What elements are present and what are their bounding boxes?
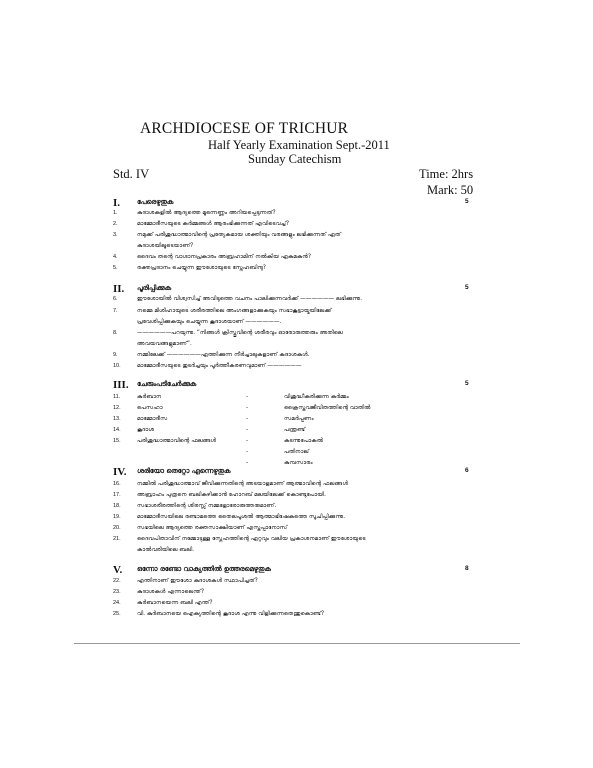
exam-name: Half Yearly Examination Sept.-2011 [208, 138, 390, 152]
question-text: ദൈവപിതാവിന് നമ്മോടുള്ള സ്നേഹത്തിന്റെ ഏറ്റവും വലിയ പ്രകാശനമാണ് ഈശോയുടെ [137, 536, 366, 542]
question-text: മാമ്മോദീസയുടെ തുടർച്ചയും പൂർത്തീകരണവുമാണ് —————— [137, 363, 302, 369]
question-text: ——————പറയുന്നു. “നിങ്ങൾ ക്രിസ്തുവിന്റെ ശരീരവും ഓരോരുത്തരും അതിലെ [137, 330, 343, 336]
mark-label: Mark: 50 [427, 183, 474, 197]
match-dash: - [246, 416, 249, 422]
match-left: മാമ്മോദീസ [137, 416, 168, 422]
question-number: 15. [113, 438, 121, 444]
match-right: സമർപ്പണം [284, 416, 314, 422]
question-number: 17. [113, 492, 121, 498]
question-number: 3. [113, 232, 118, 238]
question-number: 19. [113, 514, 121, 520]
question-number: 7. [113, 308, 118, 314]
question-number: 6. [113, 296, 118, 302]
question-text: കുദാശകളിൽ ആദ്യത്തെ മൂന്നെണ്ണം അറിയപ്പെടുന്നത്? [137, 210, 276, 216]
question-number: 2. [113, 221, 118, 227]
question-text: കുദാശകൾ എന്നാലെന്ത്? [137, 589, 204, 595]
match-dash: - [246, 438, 249, 444]
section-marks: 5 [465, 284, 469, 291]
question-number: 10. [113, 363, 121, 369]
question-number: 8. [113, 330, 118, 336]
question-number: 1. [113, 210, 118, 216]
match-dash: - [246, 405, 249, 411]
section-number: III. [113, 379, 129, 391]
section-title: പേരെഴുതുക [137, 198, 174, 206]
question-number: 25. [113, 611, 121, 617]
question-number: 11. [113, 394, 121, 400]
section-marks: 8 [465, 565, 469, 572]
question-text: നമ്മെ മിശിഹായുടെ ശരീരത്തിലെ അംഗങ്ങളാക്കുകയും സഭാകൂട്ടായ്മയിലേക്ക് [137, 308, 332, 314]
section-title: പൂരിപ്പിക്കുക [137, 284, 171, 292]
match-left: പരിശുദ്ധാത്മാവിന്റെ ഫലങ്ങൾ [137, 438, 217, 444]
section-marks: 6 [465, 467, 469, 474]
subject-name: Sunday Catechism [248, 152, 342, 166]
match-dash: - [246, 394, 249, 400]
question-text: അബ്രാഹം പുത്രനെ ബലികഴിക്കാൻ ഹോറബ് മലയിലേക്ക് കൊണ്ടുപോയി. [137, 492, 326, 498]
match-dash: - [246, 460, 249, 466]
match-right: ക്രൈസ്തവജീവിതത്തിന്റെ വാതിൽ [284, 405, 371, 411]
question-number: 18. [113, 503, 121, 509]
question-number: 12. [113, 405, 121, 411]
paper-title: ARCHDIOCESE OF TRICHUR [140, 120, 349, 137]
question-text-continued: പ്രവേശിപ്പിക്കുകയും ചെയ്യുന്ന കൂദാശയാണ് ——————. [137, 319, 282, 325]
match-right: പതിനാല് [284, 449, 309, 455]
section-title: ഒന്നോ രണ്ടോ വാക്യത്തിൽ ഉത്തരമെഴുതുക [137, 565, 271, 573]
match-left: കൂദാശ [137, 427, 155, 433]
question-number: 20. [113, 525, 121, 531]
question-text: ഈശോയിൽ വിശ്വസിച്ച് അവിടുത്തെ വചനം പാലിക്കുന്നവർക്ക് —————— ലഭിക്കുന്നു. [137, 296, 363, 302]
match-right: വിശുദ്ധീകരിക്കുന്ന കർമ്മം [284, 394, 349, 400]
section-marks: 5 [465, 198, 469, 205]
match-right: പന്ത്രണ്ട് [284, 427, 306, 433]
question-text: മാമ്മോദീസയിലെ രണ്ടാമത്തെ തൈലപൂശൽ ആത്മാഭിഷേകത്തെ സൂചിപ്പിക്കുന്നു. [137, 514, 346, 520]
question-number: 14. [113, 427, 121, 433]
question-number: 9. [113, 352, 118, 358]
match-left: പെസഹാ [137, 405, 163, 411]
question-number: 5. [113, 265, 118, 271]
question-text: വി. കുർബാനയെ ഐക്യത്തിന്റെ കൂദാശ എന്നു വിളിക്കുന്നതെന്തുകൊണ്ട്? [137, 611, 325, 617]
question-text-continued: കാൽവരിയിലെ ബലി. [137, 547, 195, 553]
question-number: 24. [113, 600, 121, 606]
question-text: നമ്മിലേക്ക് ——————ഏത്തിക്കുന്ന നീർച്ചാലുകളാണ് കുദാശകൾ. [137, 352, 310, 358]
section-number: IV. [113, 466, 127, 478]
section-title: ശരിയോ തെറ്റോ എന്നെഴുതുക [137, 467, 231, 475]
match-right: കുമ്പസാരം [284, 460, 313, 466]
match-dash: - [246, 427, 249, 433]
question-text: എന്തിനാണ് ഈശോ കുദാശകൾ സ്ഥാപിച്ചത്? [137, 578, 258, 584]
match-right: കടന്നുപോകൽ [284, 438, 324, 444]
match-left: കുർബാന [137, 394, 162, 400]
question-text: ദൈവം തന്റെ വാഗ്ദാനപ്രകാരം അബ്രഹാമിന് നൽകിയ ഏകമകൻ? [137, 254, 311, 260]
question-text: സഭാശരീരത്തിന്റെ ശിരസ്സ് നമ്മളോരോരുത്തരുമാണ്. [137, 503, 277, 509]
question-number: 13. [113, 416, 121, 422]
question-text: നമുക്ക് പരിശുദ്ധാത്മാവിന്റെ പ്രത്യേകമായ ശക്തിയും വരങ്ങളും ലഭിക്കുന്നത് ഏത് [137, 232, 341, 238]
question-text-continued: കുദാശയിലൂടെയാണ്? [137, 243, 194, 249]
question-text: സഭയിലെ ആദ്യത്തെ രക്തസാക്ഷിയാണ് എസ്തപ്പാനോസ് [137, 525, 288, 531]
section-title: ചേരുംപടിചേർക്കുക [137, 380, 197, 388]
question-text: രക്തപ്രദാനം ചെയ്യുന്ന ഈശോയുടെ സ്നേഹബിന്ദു? [137, 265, 266, 271]
question-text: മാമ്മോദീസയുടെ കർമ്മങ്ങൾ ആരംഭിക്കുന്നത് എവിടെവച്ച്? [137, 221, 289, 227]
question-number: 4. [113, 254, 118, 260]
question-number: 22. [113, 578, 121, 584]
question-number: 16. [113, 481, 121, 487]
question-number: 23. [113, 589, 121, 595]
time-label: Time: 2hrs [419, 167, 474, 181]
standard-label: Std. IV [113, 167, 150, 181]
question-text: നമ്മിൽ പരിശുദ്ധാത്മാവ് ജീവിക്കുന്നതിന്റെ അടയാളമാണ് ആത്മാവിന്റെ ഫലങ്ങൾ [137, 481, 349, 487]
question-text-continued: അവയവങ്ങളുമാണ്”. [137, 341, 192, 347]
question-text: കുർബാനയെന്ന ബലി എന്ത്? [137, 600, 213, 606]
section-marks: 5 [465, 380, 469, 387]
question-number: 21. [113, 536, 121, 542]
footer-divider [74, 643, 520, 644]
section-number: V. [113, 564, 123, 576]
match-dash: - [246, 449, 249, 455]
section-number: II. [113, 283, 125, 295]
section-number: I. [113, 197, 121, 209]
